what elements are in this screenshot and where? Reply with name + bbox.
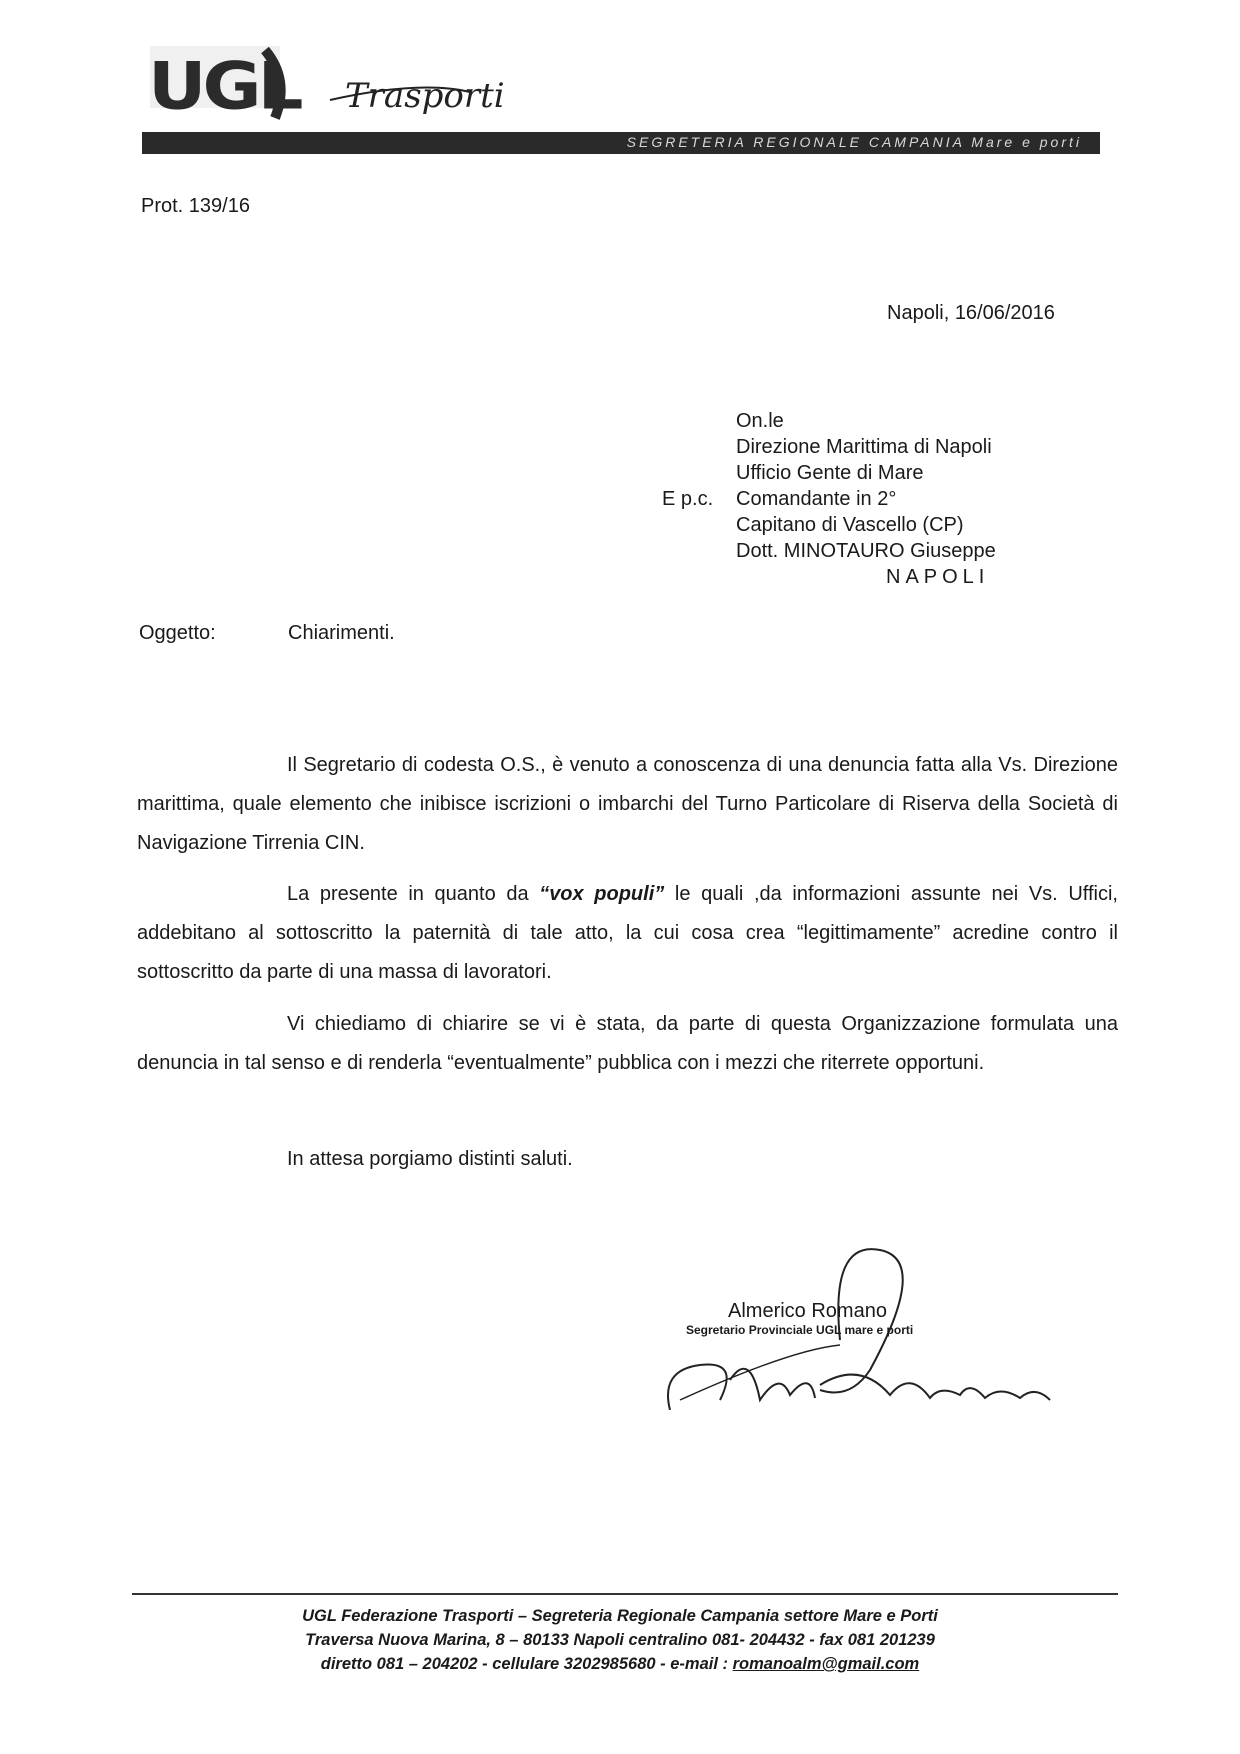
body-paragraph-2 xyxy=(137,875,1118,992)
paragraph-text: Vi chiediamo di chiarire se vi è stata, da parte di questa Organizzazione formulata una denuncia in tal senso e di renderla “eventualmente” pubblica con i mezzi che riterrete opportuni. xyxy=(137,1013,1118,1074)
recipient-line: On.le xyxy=(736,410,784,432)
logo-text: UGL xyxy=(148,48,300,124)
footer-email-link[interactable]: romanoalm@gmail.com xyxy=(732,1655,920,1673)
footer-divider xyxy=(132,1593,1118,1595)
protocol-number: Prot. 139/16 xyxy=(141,195,250,217)
letter-date: Napoli, 16/06/2016 xyxy=(887,302,1055,324)
body-paragraph-1 xyxy=(137,746,1118,863)
subject-value: Chiarimenti. xyxy=(288,622,395,644)
logo-subtitle: Trasporti xyxy=(345,76,505,116)
closing-salutation: In attesa porgiamo distinti saluti. xyxy=(287,1148,573,1170)
emphasis-text: “vox populi” xyxy=(539,883,665,905)
epc-label: E p.c. xyxy=(662,488,714,510)
signatory-role: Segretario Provinciale UGL mare e porti xyxy=(686,1323,914,1337)
subject-label: Oggetto: xyxy=(139,622,216,644)
recipient-line: Dott. MINOTAURO Giuseppe xyxy=(736,540,996,562)
recipient-block xyxy=(736,408,996,564)
recipient-city: NAPOLI xyxy=(886,566,990,588)
recipient-line: Comandante in 2° xyxy=(736,488,897,510)
recipient-line: Capitano di Vascello (CP) xyxy=(736,514,964,536)
recipient-line: Direzione Marittima di Napoli xyxy=(736,436,992,458)
paragraph-text: La presente in quanto da xyxy=(287,883,540,905)
footer-line-1: UGL Federazione Trasporti – Segreteria Regionale Campania settore Mare e Porti xyxy=(302,1607,938,1625)
footer-line-2: Traversa Nuova Marina, 8 – 80133 Napoli centralino 081- 204432 - fax 081 201239 xyxy=(305,1631,935,1649)
letterhead-banner xyxy=(142,132,1100,154)
paragraph-text: le quali ,da informazioni assunte nei Vs. Uffici, addebitano al sottoscritto la paternità di tale atto, la cui cosa crea “legittimamente” acredine contro il sottoscritto da parte di una massa di lavoratori. xyxy=(137,883,1118,983)
footer-line-3 xyxy=(0,1655,1240,1674)
body-paragraph-3 xyxy=(137,1005,1118,1083)
footer-contact: diretto 081 – 204202 - cellulare 3202985680 - e-mail : xyxy=(320,1655,733,1673)
banner-text: SEGRETERIA REGIONALE CAMPANIA Mare e porti xyxy=(626,134,1082,150)
paragraph-text: Il Segretario di codesta O.S., è venuto a conoscenza di una denuncia fatta alla Vs. Direzione marittima, quale elemento che inibisce iscrizioni o imbarchi del Turno Particolare di Riserva della Società di Navigazione Tirrenia CIN. xyxy=(137,754,1118,854)
signatory-name: Almerico Romano xyxy=(728,1300,887,1322)
recipient-line: Ufficio Gente di Mare xyxy=(736,462,924,484)
